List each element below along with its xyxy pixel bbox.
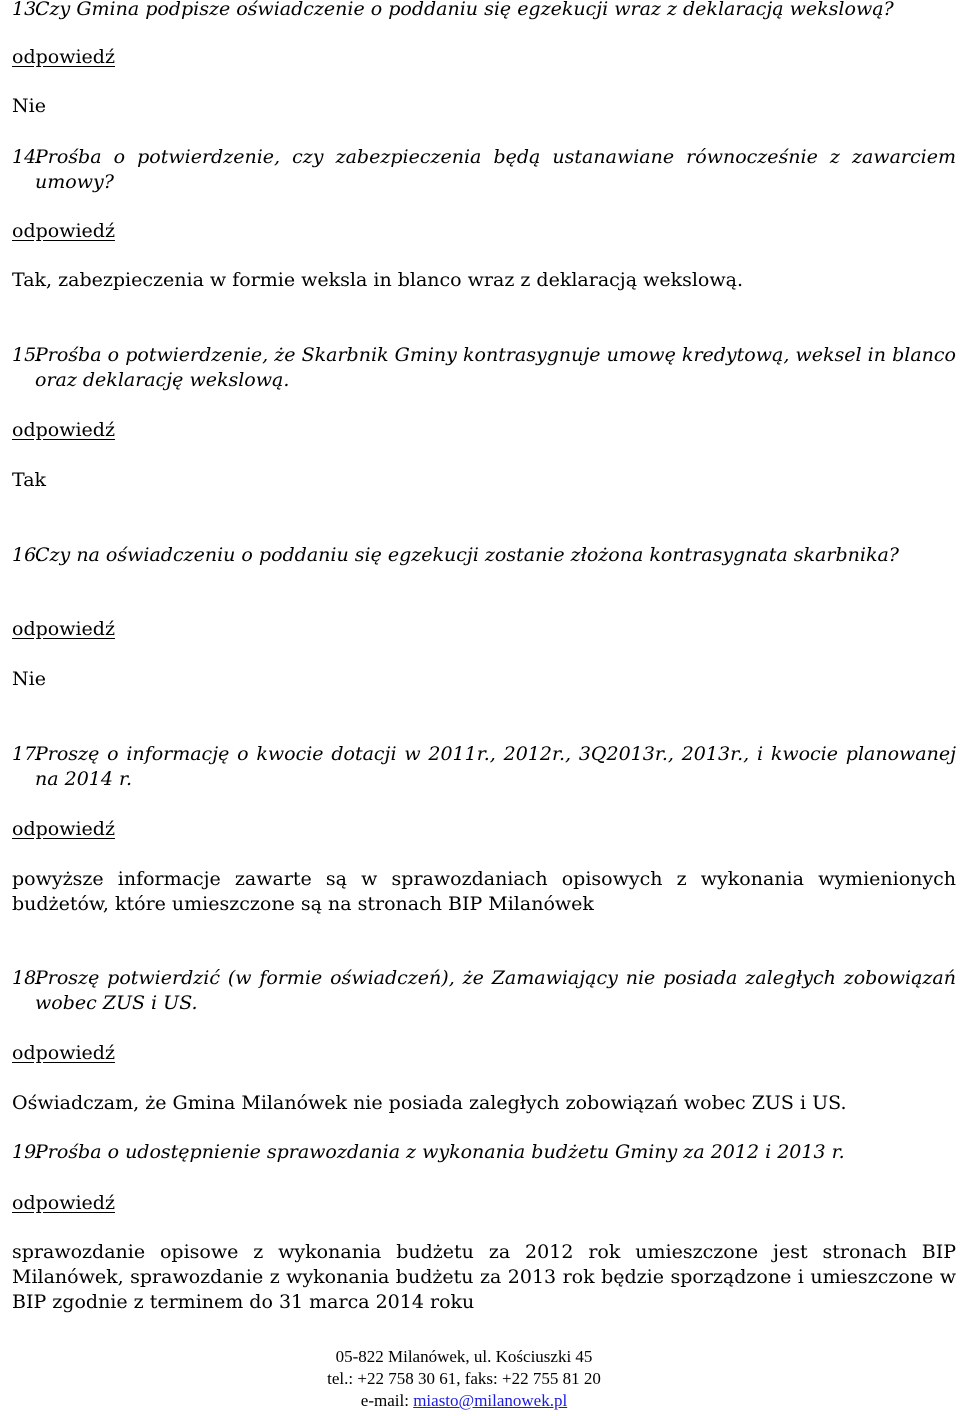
question-number: 18. <box>12 967 43 989</box>
answer-label: odpowiedź <box>12 818 115 840</box>
question-text: Proszę potwierdzić (w formie oświadczeń), że Zamawiający nie posiada zaległych zobowiązań wobec ZUS i US. <box>35 967 956 1014</box>
footer-email-line <box>0 1390 928 1412</box>
question-13 <box>12 0 956 22</box>
answer-text: powyższe informacje zawarte są w sprawozdaniach opisowych z wykonania wymienionych budżetów, które umieszczone są na stronach BIP Milanówek <box>12 868 956 915</box>
question-number: 17. <box>12 743 43 765</box>
question-17 <box>12 742 956 792</box>
question-text: Prośba o udostępnienie sprawozdania z wykonania budżetu Gminy za 2012 i 2013 r. <box>35 1141 845 1163</box>
question-number: 14. <box>12 146 43 168</box>
question-number: 19. <box>12 1141 43 1163</box>
question-text: Prośba o potwierdzenie, czy zabezpieczenia będą ustanawiane równocześnie z zawarciem umowy? <box>35 146 956 193</box>
footer-address: 05-822 Milanówek, ul. Kościuszki 45 <box>335 1347 593 1366</box>
answer-label: odpowiedź <box>12 1192 115 1214</box>
answer-label: odpowiedź <box>12 46 115 68</box>
question-number: 15. <box>12 344 43 366</box>
question-14 <box>12 145 956 195</box>
answer-text: sprawozdanie opisowe z wykonania budżetu za 2012 rok umieszczone jest stronach BIP Milanówek, sprawozdanie z wykonania budżetu za 2013 rok będzie sporządzone i umieszczone w BIP zgodnie z terminem do 31 marca 2014 roku <box>12 1241 956 1313</box>
answer-label: odpowiedź <box>12 419 115 441</box>
answer-text: Tak <box>12 469 47 491</box>
footer-email-link[interactable]: miasto@milanowek.pl <box>413 1391 568 1410</box>
question-16 <box>12 543 956 568</box>
footer <box>0 1346 928 1412</box>
question-15 <box>12 343 956 393</box>
footer-email-prefix: e-mail: <box>360 1391 414 1410</box>
question-number: 16. <box>12 544 43 566</box>
question-text: Prośba o potwierdzenie, że Skarbnik Gminy kontrasygnuje umowę kredytową, weksel in blanco oraz deklarację wekslową. <box>35 344 956 391</box>
question-text: Czy na oświadczeniu o poddaniu się egzekucji zostanie złożona kontrasygnata skarbnika? <box>35 544 899 566</box>
answer-text: Oświadczam, że Gmina Milanówek nie posiada zaległych zobowiązań wobec ZUS i US. <box>12 1092 847 1114</box>
question-text: Czy Gmina podpisze oświadczenie o poddaniu się egzekucji wraz z deklaracją wekslową? <box>35 0 894 20</box>
question-text: Proszę o informację o kwocie dotacji w 2011r., 2012r., 3Q2013r., 2013r., i kwocie planowanej na 2014 r. <box>35 743 956 790</box>
answer-text: Nie <box>12 95 46 117</box>
footer-phone: tel.: +22 758 30 61, faks: +22 755 81 20 <box>327 1369 601 1388</box>
question-number: 13. <box>12 0 43 20</box>
answer-text: Nie <box>12 668 46 690</box>
answer-label: odpowiedź <box>12 618 115 640</box>
question-18 <box>12 966 956 1016</box>
answer-text: Tak, zabezpieczenia w formie weksla in blanco wraz z deklaracją wekslową. <box>12 269 743 291</box>
answer-label: odpowiedź <box>12 1042 115 1064</box>
question-19 <box>12 1140 956 1165</box>
answer-label: odpowiedź <box>12 220 115 242</box>
